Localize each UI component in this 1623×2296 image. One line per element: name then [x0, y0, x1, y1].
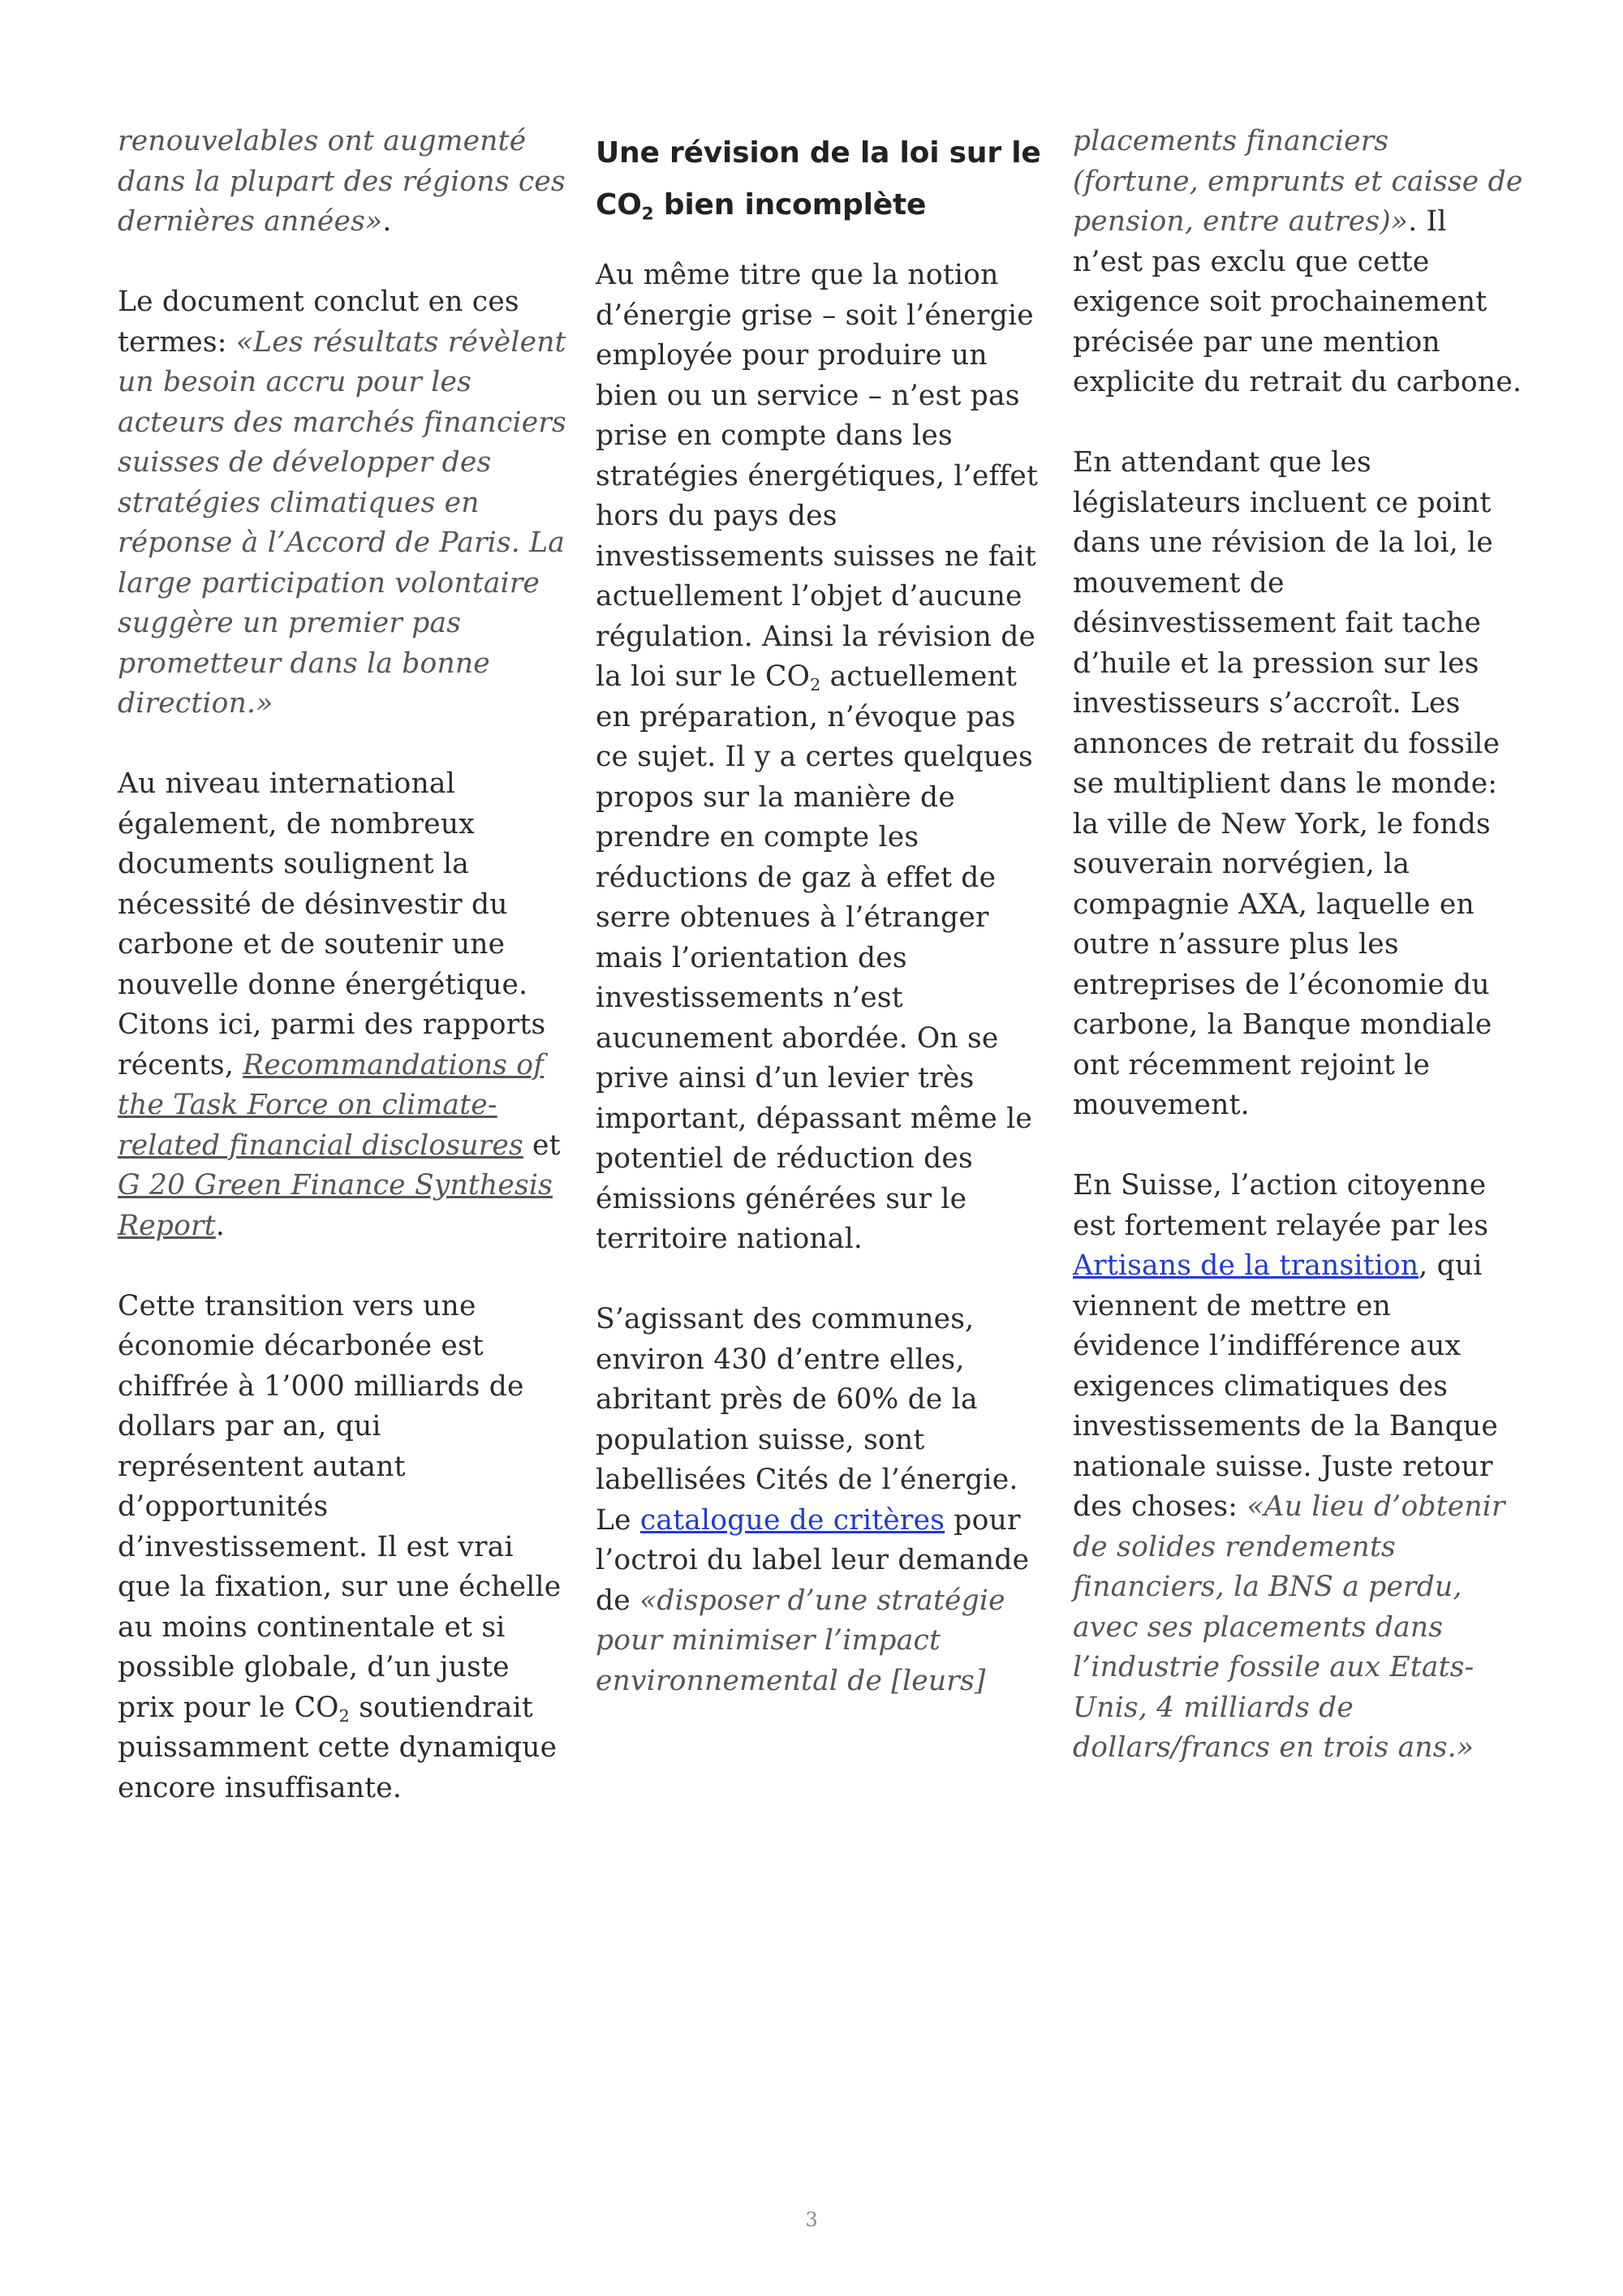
text: soutiendrait puissamment cette dynamique encore insuffisante.	[118, 1691, 558, 1804]
text: Au même titre que la notion d’énergie grise – soit l’énergie employée pour produire un bien ou un service – n’est pas prise en compte dans les stratégies énergétiques, l’effet hors du pays des investissements suisses ne fait actuellement l’objet d’aucune régulation. Ainsi la révision de la loi sur le CO	[596, 259, 1039, 693]
text: .	[215, 1209, 225, 1242]
text: pour l’octroi du label leur demande de	[596, 1503, 1030, 1617]
link-task-force-recommendations[interactable]: Recommandations of the Task Force on climate-related financial disclosures	[118, 1048, 545, 1162]
page-number: 3	[805, 2208, 818, 2231]
link-catalogue-criteres[interactable]: catalogue de critères	[639, 1503, 945, 1537]
text: et	[523, 1129, 561, 1162]
section-heading	[596, 127, 1046, 231]
subscript: 2	[641, 204, 654, 225]
paragraph	[1073, 443, 1523, 1126]
paragraph	[596, 1300, 1046, 1701]
text: . Il n’est pas exclu que cette exigence soit prochainement précisée par une mention explicite du retrait du carbone.	[1073, 205, 1522, 398]
text: En Suisse, l’action citoyenne est fortement relayée par les	[1073, 1169, 1489, 1242]
heading-text: bien incomplète	[653, 188, 927, 221]
paragraph	[118, 1287, 568, 1809]
text: .	[382, 205, 392, 238]
italic-quote: placements financiers (fortune, emprunts et caisse de pension, entre autres)»	[1073, 125, 1523, 238]
paragraph	[118, 122, 568, 243]
paragraph	[118, 764, 568, 1246]
italic-quote: «Au lieu d’obtenir de solides rendements financiers, la BNS a perdu, avec ses placements dans l’industrie fossile aux Etats-Unis, 4 milliards de dollars/francs en trois ans.»	[1073, 1490, 1505, 1764]
paragraph	[1073, 122, 1523, 403]
link-g20-green-finance-report[interactable]: G 20 Green Finance Synthesis Report	[118, 1169, 553, 1242]
paragraph	[596, 256, 1046, 1260]
text: Le document conclut en ces termes:	[118, 286, 519, 359]
paragraph	[118, 282, 568, 724]
text: Cette transition vers une économie décarbonée est chiffrée à 1’000 milliards de dollars par an, qui représentent autant d’opportunités d’investissement. Il est vrai que la fixation, sur une échelle au moins continentale et si possible globale, d’un juste prix pour le CO	[118, 1289, 562, 1724]
italic-quote: «Les résultats révèlent un besoin accru pour les acteurs des marchés financiers suisses de développer des stratégies climatiques en réponse à l’Accord de Paris. La large participation volontaire suggère un premier pas prometteur dans la bonne direction.»	[118, 325, 566, 720]
subscript: 2	[338, 1705, 351, 1726]
heading-text: Une révision de la loi sur le CO	[596, 136, 1041, 221]
text: En attendant que les législateurs incluent ce point dans une révision de la loi, le mouvement de désinvestissement fait tache d’huile et la pression sur les investisseurs s’accroît. Les annonces de retrait du fossile se multiplient dans le monde: la ville de New York, le fonds souverain norvégien, la compagnie AXA, laquelle en outre n’assure plus les entreprises de l’économie du carbone, la Banque mondiale ont récemment rejoint le mouvement.	[1073, 446, 1500, 1121]
italic-quote: renouvelables ont augmenté dans la plupart des régions ces dernières années»	[118, 125, 566, 238]
column-right	[1073, 122, 1523, 1808]
text: , qui viennent de mettre en évidence l’indifférence aux exigences climatiques des investissements de la Banque nationale suisse. Juste retour des choses:	[1073, 1249, 1498, 1523]
column-left	[118, 122, 568, 1849]
text: S’agissant des communes, environ 430 d’entre elles, abritant près de 60% de la population suisse, sont labellisées Cités de l’énergie. Le	[596, 1303, 1018, 1537]
paragraph	[1073, 1166, 1523, 1769]
italic-quote: «disposer d’une stratégie pour minimiser l’impact environnemental de [leurs]	[596, 1584, 1005, 1697]
text: Au niveau international également, de nombreux documents soulignent la nécessité de désinvestir du carbone et de soutenir une nouvelle donne énergétique. Citons ici, parmi des rapports récents,	[118, 767, 546, 1081]
text: actuellement en préparation, n’évoque pas ce sujet. Il y a certes quelques propos sur la manière de prendre en compte les réductions de gaz à effet de serre obtenues à l’étranger mais l’orientation des investissements n’est aucunement abordée. On se prive ainsi d’un levier très important, dépassant même le potentiel de réduction des émissions générées sur le territoire national.	[596, 660, 1033, 1255]
subscript: 2	[810, 675, 821, 695]
link-artisans-transition[interactable]: Artisans de la transition	[1073, 1249, 1419, 1282]
column-middle	[596, 122, 1046, 1742]
